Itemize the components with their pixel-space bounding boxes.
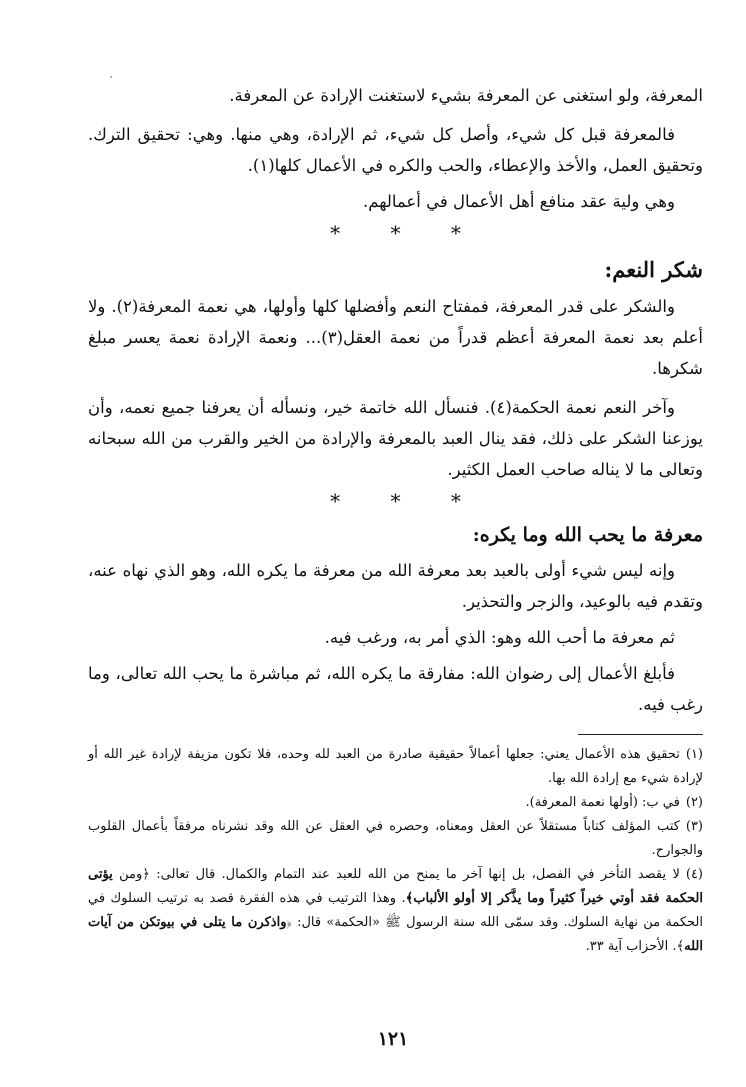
footnote-divider xyxy=(578,734,703,735)
paragraph-5: وآخر النعم نعمة الحكمة(٤). فنسأل الله خاتمة خير، ونسأله أن يعرفنا جميع نعمه، وأن يوزعنا الشكر على ذلك، فقد ينال العبد بالمعرفة والإرادة من الخير والقرب من الله سبحانه وتعالى ما لا يناله صاحب العمل الكثير. xyxy=(88,398,703,479)
paragraph-6: وإنه ليس شيء أولى بالعبد بعد معرفة الله من معرفة ما يكره الله، وهو الذي نهاه عنه، وتقدم فيه بالوعيد، والزجر والتحذير. xyxy=(88,561,703,611)
footnote-text: كتب المؤلف كتاباً مستقلاً عن العقل ومعناه، وحصره في العقل عن الله وقد نشرناه مرفقاً بأعمال القلوب والجوارح. xyxy=(88,819,703,858)
section-separator: * * * xyxy=(330,221,483,245)
paragraph-4: والشكر على قدر المعرفة، فمفتاح النعم وأفضلها كلها وأولها، هي نعمة المعرفة(٢). ولا أعلم بعد نعمة المعرفة أعظم قدراً من نعمة العقل(٣)... ونعمة الإرادة نعمة يعسر مبلغ شكرها. xyxy=(88,297,703,378)
footnote-text: ﴾. الأحزاب آية ٣٣. xyxy=(585,939,685,954)
footnote-number: (٣) xyxy=(685,819,703,834)
footnote xyxy=(88,743,703,791)
footnote-text: لا يقصد التأخر في الفصل، بل إنها آخر ما يمنح من الله للعبد عند التمام والكمال. قال تعالى: ﴿ومن xyxy=(119,867,680,882)
paragraph-8: فأبلغ الأعمال إلى رضوان الله: مفارقة ما يكره الله، ثم مباشرة ما يحب الله تعالى، وما رغب فيه. xyxy=(88,664,703,714)
footnote-text: . وهذا الترتيب في هذه الفقرة قصد به ترتيب السلوك في الحكمة من نهاية السلوك. وقد سمّى الله سنة الرسول ﷺ «الحكمة» قال: ﴿ xyxy=(88,891,703,930)
page-content xyxy=(88,80,703,959)
section-heading-love-and-dislike: معرفة ما يحب الله وما يكره: xyxy=(472,524,703,546)
footnote-text: في ب: (أولها نعمة المعرفة). xyxy=(525,795,680,810)
paragraph-2: فالمعرفة قبل كل شيء، وأصل كل شيء، ثم الإرادة، وهي منها. وهي: تحقيق الترك. وتحقيق العمل، والأخذ والإعطاء، والحب والكره في الأعمال كلها(١). xyxy=(88,125,703,175)
paragraph-3: وهي ولية عقد منافع أهل الأعمال في أعمالهم. xyxy=(363,192,675,211)
footnote xyxy=(88,815,703,863)
scan-speck xyxy=(110,76,112,78)
footnote-text: تحقيق هذه الأعمال يعني: جعلها أعمالاً حقيقية صادرة من العبد لله وحده، فلا تكون مزيفة لإرادة غير الله أو لإرادة شيء مع إرادة الله بها. xyxy=(88,747,703,786)
footnote-quran-quote: يؤتى الحكمة فقد أوتي خيراً كثيراً وما يذَّكر إلا أولو الألباب﴾ xyxy=(88,867,703,906)
footnote-number: (٢) xyxy=(685,795,703,810)
section-heading-gratitude: شكر النعم: xyxy=(604,257,703,282)
section-separator: * * * xyxy=(330,489,483,513)
footnotes xyxy=(88,743,703,959)
paragraph-7: ثم معرفة ما أحب الله وهو: الذي أمر به، ورغب فيه. xyxy=(324,628,675,647)
footnote-quran-quote: واذكرن ما يتلى في بيوتكن من آيات الله xyxy=(88,915,703,954)
footnote xyxy=(88,791,703,815)
footnote xyxy=(88,863,703,959)
page-number: ١٢١ xyxy=(377,1028,409,1050)
footnote-number: (٤) xyxy=(685,867,703,882)
paragraph-1: المعرفة، ولو استغنى عن المعرفة بشيء لاستغنت الإرادة عن المعرفة. xyxy=(229,86,703,105)
footnote-number: (١) xyxy=(685,747,703,762)
